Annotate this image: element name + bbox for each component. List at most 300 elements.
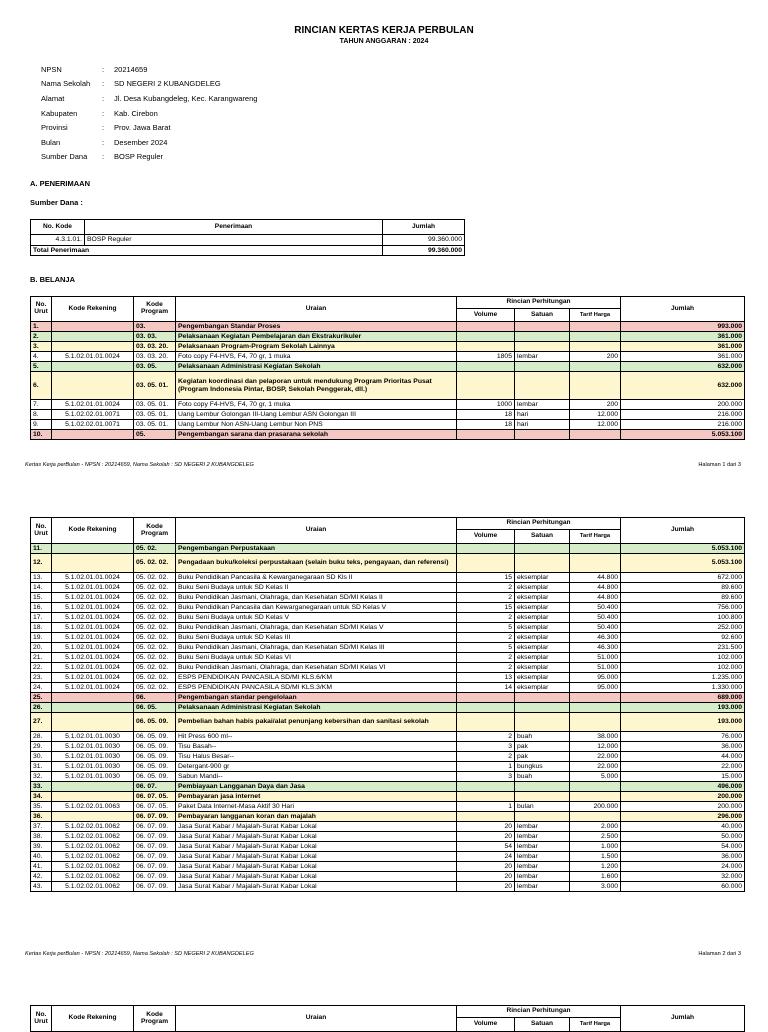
col-header-rincian: Rincian Perhitungan (457, 518, 621, 530)
belanja-row (31, 852, 745, 862)
info-row: Nama Sekolah : SD NEGERI 2 KUBANGDELEG (41, 79, 221, 89)
jumlah-cell: 36.000 (621, 852, 745, 862)
jumlah-cell: 193.000 (621, 713, 745, 732)
volume-cell: 5 (457, 643, 515, 653)
kode-rekening-cell (52, 372, 134, 400)
belanja-row (31, 400, 745, 410)
tarif-cell (570, 372, 621, 400)
penerimaan-row (31, 235, 465, 246)
satuan-cell: lembar (515, 822, 570, 832)
satuan-cell: eksemplar (515, 583, 570, 593)
jumlah-cell: 99.360.000 (383, 235, 465, 246)
col-header-uraian: Uraian (176, 518, 457, 544)
satuan-cell (515, 812, 570, 822)
jumlah-cell: 89.600 (621, 593, 745, 603)
belanja-row (31, 862, 745, 872)
belanja-row (31, 732, 745, 742)
kode-program-cell: 03. 05. 01. (134, 410, 176, 420)
volume-cell: 24 (457, 852, 515, 862)
kode-program-cell: 06. 05. 09. (134, 732, 176, 742)
kode-rekening-cell: 5.1.02.01.01.0030 (52, 772, 134, 782)
total-label: Total Penerimaan (31, 246, 383, 256)
uraian-cell: Kegiatan koordinasi dan pelaporan untuk mendukung Program Prioritas Pusat (Program Indonesia Pintar, BOSP, Sekolah Penggerak, dll.) (176, 372, 457, 400)
tarif-cell: 2.000 (570, 822, 621, 832)
volume-cell: 20 (457, 822, 515, 832)
jumlah-cell: 40.000 (621, 822, 745, 832)
uraian-cell: Jasa Surat Kabar / Majalah-Surat Kabar Lokal (176, 882, 457, 892)
tarif-cell: 12.000 (570, 420, 621, 430)
kode-rekening-cell: 5.1.02.01.01.0024 (52, 653, 134, 663)
belanja-row (31, 742, 745, 752)
satuan-cell: lembar (515, 852, 570, 862)
jumlah-cell: 5.053.100 (621, 554, 745, 573)
no-cell: 17. (31, 613, 52, 623)
col-header-uraian: Uraian (176, 1006, 457, 1032)
kode-rekening-cell: 5.1.02.01.01.0030 (52, 742, 134, 752)
kode-program-cell: 06. 07. 09. (134, 832, 176, 842)
tarif-cell (570, 430, 621, 440)
tarif-cell: 44.800 (570, 593, 621, 603)
kode-rekening-cell (52, 713, 134, 732)
belanja-row (31, 573, 745, 583)
satuan-cell: pak (515, 752, 570, 762)
col-header-volume: Volume (457, 309, 515, 322)
belanja-row (31, 420, 745, 430)
kode-program-cell: 05. 02. 02. (134, 643, 176, 653)
volume-cell (457, 703, 515, 713)
no-cell: 1. (31, 322, 52, 332)
belanja-row (31, 554, 745, 573)
uraian-cell: Foto copy F4-HVS, F4, 70 gr, 1 muka (176, 400, 457, 410)
no-cell: 34. (31, 792, 52, 802)
uraian-cell: Buku Seni Budaya untuk SD Kelas V (176, 613, 457, 623)
info-label: Nama Sekolah (41, 79, 91, 89)
info-label: Bulan (41, 137, 61, 147)
kode-rekening-cell: 5.1.02.01.01.0024 (52, 613, 134, 623)
satuan-cell: eksemplar (515, 613, 570, 623)
volume-cell: 20 (457, 882, 515, 892)
satuan-cell: lembar (515, 862, 570, 872)
satuan-cell (515, 332, 570, 342)
jumlah-cell: 231.500 (621, 643, 745, 653)
tarif-cell: 1.200 (570, 862, 621, 872)
no-cell: 31. (31, 762, 52, 772)
belanja-row (31, 352, 745, 362)
volume-cell: 2 (457, 633, 515, 643)
jumlah-cell: 361.000 (621, 332, 745, 342)
no-cell: 19. (31, 633, 52, 643)
volume-cell (457, 322, 515, 332)
volume-cell (457, 332, 515, 342)
info-value: SD NEGERI 2 KUBANGDELEG (114, 79, 221, 89)
kode-program-cell: 06. 05. 09. (134, 752, 176, 762)
belanja-row (31, 653, 745, 663)
volume-cell: 1000 (457, 400, 515, 410)
satuan-cell: lembar (515, 400, 570, 410)
jumlah-cell: 54.000 (621, 842, 745, 852)
col-header-jumlah: Jumlah (621, 518, 745, 544)
volume-cell (457, 362, 515, 372)
uraian-cell: Buku Pendidikan Jasmani, Olahraga, dan Kesehatan SD/MI Kelas II (176, 593, 457, 603)
kode-rekening-cell (52, 430, 134, 440)
volume-cell: 2 (457, 583, 515, 593)
uraian-cell: Buku Pendidikan Pancasila & Kewarganegaraan SD Kls II (176, 573, 457, 583)
kode-program-cell: 05. 02. 02. (134, 683, 176, 693)
satuan-cell: hari (515, 410, 570, 420)
belanja-row (31, 762, 745, 772)
uraian-cell: Jasa Surat Kabar / Majalah-Surat Kabar Lokal (176, 832, 457, 842)
kode-rekening-cell: 5.1.02.02.01.0062 (52, 862, 134, 872)
belanja-row (31, 792, 745, 802)
no-cell: 4. (31, 352, 52, 362)
satuan-cell: lembar (515, 842, 570, 852)
volume-cell: 3 (457, 742, 515, 752)
page-title: RINCIAN KERTAS KERJA PERBULAN (294, 25, 474, 36)
belanja-row (31, 882, 745, 892)
satuan-cell (515, 362, 570, 372)
no-cell: 37. (31, 822, 52, 832)
no-cell: 13. (31, 573, 52, 583)
col-header-program: Kode Program (134, 518, 176, 544)
jumlah-cell: 24.000 (621, 862, 745, 872)
no-cell: 26. (31, 703, 52, 713)
jumlah-cell: 361.000 (621, 342, 745, 352)
kode-program-cell: 05. 02. 02. (134, 583, 176, 593)
volume-cell: 15 (457, 603, 515, 613)
kode-rekening-cell: 5.1.02.01.01.0024 (52, 400, 134, 410)
no-cell: 16. (31, 603, 52, 613)
kode-program-cell: 05. 02. (134, 544, 176, 554)
section-a-title: A. PENERIMAAN (30, 179, 91, 188)
jumlah-cell: 32.000 (621, 872, 745, 882)
no-cell: 12. (31, 554, 52, 573)
jumlah-cell: 689.000 (621, 693, 745, 703)
jumlah-cell: 60.000 (621, 882, 745, 892)
uraian-cell: Sabun Mandi-- (176, 772, 457, 782)
kode-rekening-cell (52, 703, 134, 713)
satuan-cell: buah (515, 732, 570, 742)
volume-cell (457, 792, 515, 802)
belanja-row (31, 663, 745, 673)
info-value: BOSP Reguler (114, 152, 164, 162)
jumlah-cell: 193.000 (621, 703, 745, 713)
info-value: Prov. Jawa Barat (114, 123, 171, 133)
satuan-cell: buah (515, 772, 570, 782)
kode-program-cell: 05. 02. 02. (134, 554, 176, 573)
kode-program-cell: 03. (134, 322, 176, 332)
col-header-rekening: Kode Rekening (52, 1006, 134, 1032)
no-cell: 32. (31, 772, 52, 782)
uraian-cell: Pelaksanaan Kegiatan Pembelajaran dan Ekstrakurikuler (176, 332, 457, 342)
uraian-cell: Jasa Surat Kabar / Majalah-Surat Kabar Lokal (176, 822, 457, 832)
belanja-row (31, 633, 745, 643)
belanja-row (31, 583, 745, 593)
satuan-cell: eksemplar (515, 683, 570, 693)
no-cell: 23. (31, 673, 52, 683)
info-value: Kab. Cirebon (114, 108, 158, 118)
kode-rekening-cell: 5.1.02.01.01.0024 (52, 683, 134, 693)
kode-rekening-cell: 5.1.02.01.01.0024 (52, 643, 134, 653)
no-cell: 33. (31, 782, 52, 792)
kode-rekening-cell: 5.1.02.01.01.0024 (52, 593, 134, 603)
col-header: Jumlah (383, 220, 465, 235)
kode-program-cell: 05. 02. 02. (134, 623, 176, 633)
belanja-row (31, 683, 745, 693)
volume-cell: 20 (457, 862, 515, 872)
total-value: 99.360.000 (383, 246, 465, 256)
volume-cell: 2 (457, 593, 515, 603)
no-cell: 29. (31, 742, 52, 752)
jumlah-cell: 200.000 (621, 400, 745, 410)
satuan-cell (515, 544, 570, 554)
belanja-row (31, 673, 745, 683)
tarif-cell: 200.000 (570, 802, 621, 812)
jumlah-cell: 89.600 (621, 583, 745, 593)
satuan-cell: eksemplar (515, 633, 570, 643)
jumlah-cell: 50.000 (621, 832, 745, 842)
tarif-cell (570, 362, 621, 372)
kode-rekening-cell (52, 322, 134, 332)
kode-rekening-cell: 5.1.02.01.01.0024 (52, 603, 134, 613)
jumlah-cell: 361.000 (621, 352, 745, 362)
kode-program-cell: 06. 07. 09. (134, 812, 176, 822)
belanja-row (31, 430, 745, 440)
info-value: 20214659 (114, 64, 148, 74)
kode-rekening-cell: 5.1.02.01.01.0024 (52, 573, 134, 583)
satuan-cell: hari (515, 420, 570, 430)
kode-rekening-cell: 5.1.02.02.01.0062 (52, 842, 134, 852)
kode-program-cell: 06. 07. 09. (134, 872, 176, 882)
volume-cell: 1 (457, 802, 515, 812)
kode-program-cell: 05. 02. 02. (134, 653, 176, 663)
kode-program-cell: 06. 07. 09. (134, 822, 176, 832)
satuan-cell: eksemplar (515, 653, 570, 663)
satuan-cell: lembar (515, 832, 570, 842)
uraian-cell: Pembayaran langganan koran dan majalah (176, 812, 457, 822)
volume-cell (457, 713, 515, 732)
penerimaan-total-row (31, 246, 465, 256)
volume-cell: 5 (457, 623, 515, 633)
col-header-rekening: Kode Rekening (52, 297, 134, 322)
jumlah-cell: 200.000 (621, 802, 745, 812)
jumlah-cell: 252.000 (621, 623, 745, 633)
kode-rekening-cell: 5.1.02.01.01.0024 (52, 663, 134, 673)
no-cell: 15. (31, 593, 52, 603)
belanja-row (31, 842, 745, 852)
info-label: NPSN (41, 64, 62, 74)
volume-cell (457, 782, 515, 792)
kode-program-cell: 06. (134, 693, 176, 703)
satuan-cell: lembar (515, 352, 570, 362)
jumlah-cell: 36.000 (621, 742, 745, 752)
tarif-cell: 200 (570, 400, 621, 410)
no-cell: 24. (31, 683, 52, 693)
belanja-row (31, 544, 745, 554)
page-footer (25, 462, 741, 468)
uraian-cell: Pengembangan Standar Proses (176, 322, 457, 332)
jumlah-cell: 632.000 (621, 362, 745, 372)
volume-cell: 2 (457, 613, 515, 623)
col-header: Penerimaan (85, 220, 383, 235)
belanja-row (31, 342, 745, 352)
uraian-cell: Paket Data Internet-Masa Aktif 30 Hari (176, 802, 457, 812)
jumlah-cell: 5.053.100 (621, 430, 745, 440)
kode-rekening-cell (52, 792, 134, 802)
col-header-jumlah: Jumlah (621, 1006, 745, 1032)
info-value: Desember 2024 (114, 137, 168, 147)
uraian-cell: ESPS PENDIDIKAN PANCASILA SD/MI KLS.3/KM (176, 683, 457, 693)
no-cell: 3. (31, 342, 52, 352)
kode-program-cell: 06. 07. 05. (134, 792, 176, 802)
no-cell: 11. (31, 544, 52, 554)
belanja-row (31, 613, 745, 623)
satuan-cell: eksemplar (515, 573, 570, 583)
volume-cell: 2 (457, 752, 515, 762)
kode-rekening-cell (52, 332, 134, 342)
satuan-cell: lembar (515, 882, 570, 892)
jumlah-cell: 632.000 (621, 372, 745, 400)
kode-rekening-cell: 5.1.02.02.01.0062 (52, 882, 134, 892)
belanja-row (31, 772, 745, 782)
kode-program-cell: 06. 07. 09. (134, 852, 176, 862)
tarif-cell: 44.800 (570, 583, 621, 593)
jumlah-cell: 102.000 (621, 653, 745, 663)
belanja-row (31, 603, 745, 613)
belanja-row (31, 812, 745, 822)
col-header: No. Kode (31, 220, 85, 235)
info-value: Jl. Desa Kubangdeleg, Kec. Karangwareng (114, 93, 258, 103)
volume-cell: 20 (457, 872, 515, 882)
tarif-cell: 1.600 (570, 872, 621, 882)
section-b-title: B. BELANJA (30, 275, 76, 284)
satuan-cell: eksemplar (515, 643, 570, 653)
kode-program-cell: 06. 07. 09. (134, 882, 176, 892)
tarif-cell: 22.000 (570, 752, 621, 762)
belanja-row (31, 822, 745, 832)
page-footer (25, 951, 741, 957)
volume-cell: 54 (457, 842, 515, 852)
uraian-cell: Jasa Surat Kabar / Majalah-Surat Kabar Lokal (176, 872, 457, 882)
kode-rekening-cell: 5.1.02.02.01.0062 (52, 832, 134, 842)
belanja-row (31, 322, 745, 332)
no-cell: 38. (31, 832, 52, 842)
sumber-dana-label: Sumber Dana : (30, 198, 83, 207)
kode-program-cell: 03. 05. (134, 362, 176, 372)
kode-rekening-cell (52, 693, 134, 703)
col-header-program: Kode Program (134, 1006, 176, 1032)
volume-cell: 2 (457, 653, 515, 663)
jumlah-cell: 5.053.100 (621, 544, 745, 554)
col-header-jumlah: Jumlah (621, 297, 745, 322)
kode-program-cell: 06. 05. 09. (134, 762, 176, 772)
info-row: Provinsi : Prov. Jawa Barat (41, 123, 171, 133)
volume-cell: 13 (457, 673, 515, 683)
belanja-row (31, 802, 745, 812)
no-cell: 22. (31, 663, 52, 673)
uraian-cell: Hit Press 600 ml-- (176, 732, 457, 742)
kode-rekening-cell (52, 362, 134, 372)
jumlah-cell: 15.000 (621, 772, 745, 782)
belanja-row (31, 332, 745, 342)
no-cell: 28. (31, 732, 52, 742)
col-header-rincian: Rincian Perhitungan (457, 297, 621, 309)
col-header-uraian: Uraian (176, 297, 457, 322)
info-row: Kabupaten : Kab. Cirebon (41, 108, 158, 118)
volume-cell (457, 544, 515, 554)
kode-program-cell: 06. 07. 05. (134, 802, 176, 812)
jumlah-cell: 1.330.000 (621, 683, 745, 693)
volume-cell (457, 554, 515, 573)
tarif-cell: 1.500 (570, 852, 621, 862)
kode-program-cell: 03. 05. 01. (134, 420, 176, 430)
satuan-cell: eksemplar (515, 673, 570, 683)
satuan-cell (515, 703, 570, 713)
uraian-cell: Buku Pendidikan Jasmani, Olahraga, dan Kesehatan SD/MI Kelas III (176, 643, 457, 653)
no-cell: 10. (31, 430, 52, 440)
uraian-cell: Pelaksanaan Program-Program Sekolah Lainnya (176, 342, 457, 352)
uraian-cell: Jasa Surat Kabar / Majalah-Surat Kabar Lokal (176, 852, 457, 862)
belanja-row (31, 693, 745, 703)
tarif-cell: 50.400 (570, 603, 621, 613)
tarif-cell: 44.800 (570, 573, 621, 583)
col-header-volume: Volume (457, 530, 515, 544)
jumlah-cell: 44.000 (621, 752, 745, 762)
kode-rekening-cell (52, 812, 134, 822)
belanja-row (31, 643, 745, 653)
satuan-cell (515, 372, 570, 400)
uraian-cell: Pengembangan sarana dan prasarana sekolah (176, 430, 457, 440)
kode-program-cell: 05. 02. 02. (134, 593, 176, 603)
kode-program-cell: 05. (134, 430, 176, 440)
uraian-cell: Jasa Surat Kabar / Majalah-Surat Kabar Lokal (176, 842, 457, 852)
kode-program-cell: 05. 02. 02. (134, 573, 176, 583)
kode-rekening-cell: 5.1.02.01.01.0030 (52, 762, 134, 772)
page-subtitle: TAHUN ANGGARAN : 2024 (339, 38, 429, 45)
satuan-cell: eksemplar (515, 623, 570, 633)
col-header-rekening: Kode Rekening (52, 518, 134, 544)
jumlah-cell: 102.000 (621, 663, 745, 673)
kode-program-cell: 03. 05. 01. (134, 400, 176, 410)
kode-program-cell: 03. 03. (134, 332, 176, 342)
col-header-program: Kode Program (134, 297, 176, 322)
volume-cell: 1805 (457, 352, 515, 362)
satuan-cell: bungkus (515, 762, 570, 772)
kode-program-cell: 06. 07. 09. (134, 842, 176, 852)
kode-rekening-cell: 5.1.02.01.01.0030 (52, 732, 134, 742)
jumlah-cell: 216.000 (621, 420, 745, 430)
tarif-cell: 46.300 (570, 643, 621, 653)
col-header-no: No. Urut (31, 518, 52, 544)
tarif-cell: 95.000 (570, 683, 621, 693)
no-cell: 42. (31, 872, 52, 882)
info-row: Sumber Dana : BOSP Reguler (41, 152, 164, 162)
info-label: Kabupaten (41, 108, 78, 118)
tarif-cell (570, 544, 621, 554)
volume-cell: 18 (457, 420, 515, 430)
kode-rekening-cell: 5.1.02.01.01.0024 (52, 583, 134, 593)
col-header-tarif: Tarif Harga (570, 530, 621, 544)
tarif-cell (570, 342, 621, 352)
footer-right: Halaman 1 dari 3 (698, 462, 741, 468)
no-cell: 5. (31, 362, 52, 372)
tarif-cell: 1.000 (570, 842, 621, 852)
tarif-cell: 12.000 (570, 410, 621, 420)
tarif-cell: 50.400 (570, 623, 621, 633)
satuan-cell (515, 782, 570, 792)
uraian-cell: Pelaksanaan Administrasi Kegiatan Sekolah (176, 703, 457, 713)
belanja-row (31, 713, 745, 732)
jumlah-cell: 100.800 (621, 613, 745, 623)
